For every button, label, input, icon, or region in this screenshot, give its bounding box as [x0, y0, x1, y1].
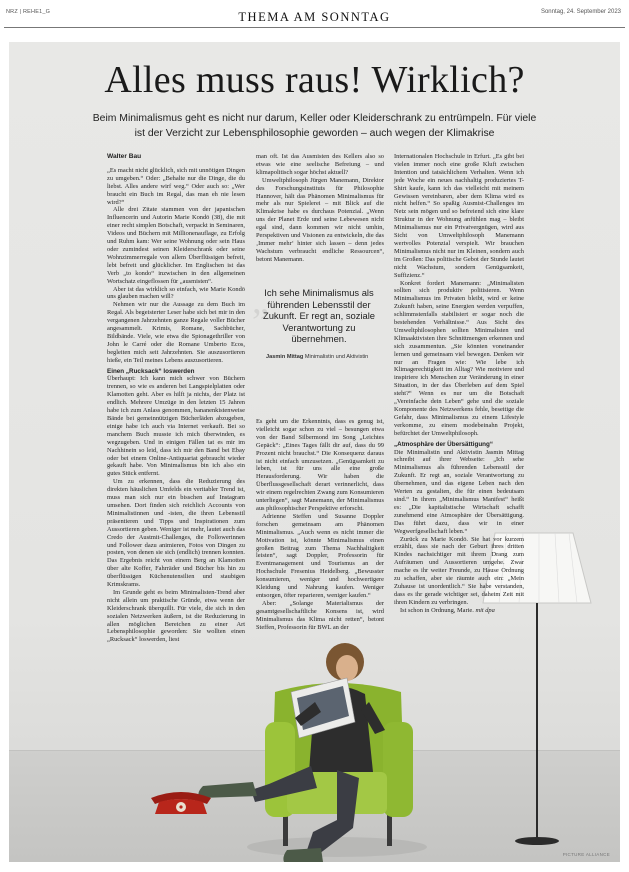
pull-quote-text: Ich sehe Minimalismus als führenden Lebensstil der Zukunft. Er regt an, soziale Verantwortung zu übernehmen.	[262, 287, 376, 344]
column-2-top	[256, 153, 384, 264]
section-title: THEMA AM SONNTAG	[238, 10, 391, 24]
red-telephone-illustration	[145, 784, 217, 816]
column-2-bottom	[256, 418, 384, 631]
paragraph: man oft. Ist das Ausmisten des Kellers also so etwas wie eine seelische Befreiung – und klimapolitisch sogar höchst aktuell?	[256, 153, 384, 176]
column-1	[107, 153, 245, 644]
article-subhead: Beim Minimalismus geht es nicht nur darum, Keller oder Kleiderschrank zu entrümpeln. Für viele ist der Verzicht zur Lebensphilosophie geworden – auch wegen der Klimakrise	[92, 113, 537, 139]
quote-person: Jasmin Mittag	[266, 353, 304, 360]
paragraph: Nehmen wir nur die Aussage zu dem Buch im Regal. Als begeisterter Leser habe sich bei mir in den vergangenen Jahrzehnten ganze Regale voller Bücher angesammelt. Krimis, Romane, Sachbücher, Bildbände. Viele, wie etwa die Spionagethriller von John le Carré oder die Romane Umberto Ecos, begleiten mich seit Jahrzehnten. Sie auszusortieren hieße, ein Teil meines Lebens auszusortieren.	[107, 301, 245, 364]
paragraph: Im Grunde geht es beim Minimalisten-Trend aber nicht allein um praktische Gründe, etwa wenn der Kleiderschrank überquillt. Für viele, die sich in den sozialen Netzwerken äußern, ist die Reduzierung in allen möglichen Bereichen zu einer Art Lebensphilosophie geworden: Sie wollten einen „Rucksack“ loswerden, liest	[107, 588, 245, 644]
paragraph: Internationalen Hochschule in Erfurt. „Es gibt bei vielen immer noch eine große Kluft zwischen Intention und tatsächlichem Verhalten. Wenn ich jede Woche ein neues nachhaltig produziertes T-Shirt kaufe, kann ich das vielleicht mit meinem Gewissen vereinbaren, aber dem Klima wird es nicht helfen.“ So spaßig Ausmist-Challenges im Netz sein mögen und so befreiend sich eine klare Struktur in der Wohnung anfühlen mag – bleibt Minimalismus nur ein Privatvergnügen, wird aus Sicht von Umweltphilosoph Manemann wertvolles Potenzial verspielt. Wir brauchen Minimalismus nicht nur im Kleinen, sondern auch im Großen: Das politische Gebot der Stunde lautet nicht Wachstum, sondern Genügsamkeit, Suffizienz.“	[394, 153, 524, 279]
paragraph: Konkret fordert Manemann: „Minimalisten sollten sich produktiv politisieren. Wenn Minimalismus im Privaten bleibt, wird er keine Zukunft haben, seine Energien werden verpuffen, schlimmstenfalls stabilisiert er sogar noch die bestehenden Verhältnisse.“ Aus Sicht des Umweltphilosophen sollten Minimalisten und Klimaaktivisten ihre Schnittmengen erkennen und sich zusammentun. „Sie könnten voneinander lernen und gemeinsam viel bewegen. Denken wir nur an Fragen wie: Wie lebe ich Klimagerechtigkeit im Alltag? Wie motiviere und inspiriere ich Menschen zur Veränderung in einer Situation, in der das Überleben auf dem Spiel steht?“ Wenn es nur um die Botschaft „Vereinfache dein Leben“ gehe und die soziale Komponente des Netzwerkens fehle, beseitige die Gefahr, dass Minimalismus zu einem Lifestyle verkomme, zu einem modebeinahn Projekt, befürchtet der Umweltphilosoph.	[394, 279, 524, 437]
author-byline: Walter Bau	[107, 153, 142, 160]
paragraph: „Es macht nicht glücklich, sich mit unnötigen Dingen zu umgeben.“ Oder: „Behalte nur die Dinge, die du liebst. Alles andere wirf weg.“ Oder auch so: „Wer braucht ein Buch im Regal, das man eh nie lesen wird?“	[107, 166, 245, 206]
subheading: „Atmosphäre der Übersättigung“	[394, 440, 494, 448]
paragraph: Aber: „Solange Materialismus der gesamtgesellschaftliche Konsens ist, wird Minimalismus das Klima nicht retten“, betont Steffen, Professorin für BWL an der	[256, 599, 384, 631]
issue-date: Sonntag, 24. September 2023	[540, 9, 621, 15]
paragraph: Alle drei Zitate stammen von der japanischen Influencerin und Autorin Marie Kondō (38), die mit einer recht simplen Botschaft, verpackt in Seminaren, Videos und Büchern mit Millionenauflage, zu Erfolg und Ruhm kam: Wer seine Wohnung oder sein Haus oder zumindest seinen Kleiderschrank oder seine Wohnzimmerregale von allem Überflüssigen befreit, lebt befreit und glücklicher. Im Englischen ist das Verb „to kondo“ inzwischen in den allgemeinen Wortschatz eingeflossen für „ausmisten“.	[107, 206, 245, 285]
paragraph	[394, 607, 524, 615]
signoff: mit dpa	[475, 606, 495, 614]
article-headline: Alles muss raus! Wirklich?	[104, 59, 525, 101]
paragraph: Aber ist das wirklich so einfach, wie Marie Kondō uns glauben machen will?	[107, 285, 245, 301]
paragraph: Die Minimalistin und Aktivistin Jasmin Mittag schreibt auf ihrer Webseite: „Ich sehe Minimalismus als führenden Lebensstil der Zukunft. Er regt an, soziale Verantwortung zu übernehmen, und das eigene Leben nach den Werten zu gestalten, die für einen bedeutsam sind.“ In ihrem „Minimalismus Manifest“ heißt es: „Die kapitalistische Wirtschaft schafft zunehmend eine Atmosphäre der Übersättigung. Das führt dazu, dass wir in einer Wegwerfgesellschaft leben.“	[394, 448, 524, 535]
page-header	[0, 0, 629, 28]
pull-quote-attribution	[258, 354, 380, 360]
paper-code: NRZ | REHE1_G	[6, 9, 51, 15]
subheading: Einen „Rucksack“ loswerden	[107, 367, 195, 375]
closing-line: Ist schon in Ordnung, Marie.	[400, 606, 474, 614]
paragraph: Umweltphilosoph Jürgen Manemann, Direktor des Forschungsinstituts für Philosophie Hannover, hält das Phänomen Minimalismus für mehr als nur Spielerei – mit Blick auf die Klimakrise habe es durchaus Potenzial. „Wenn uns der Planet Erde und seine Lebewesen nicht egal sind, dann kommen wir nicht umhin, Perspektiven und Visionen zu entwickeln, die das ‚Immer mehr‘ hinter sich lassen – denn jedes Wachstum verbraucht endliche Ressourcen“, betont Manemann.	[256, 176, 384, 263]
quote-mark-icon: „	[252, 280, 269, 322]
paragraph: Um zu erkennen, dass die Reduzierung des direkten häuslichen Umfelds ein veritabler Trend ist, muss man sich nur ein bisschen auf Instagram umsehen. Dort finden sich reichlich Accounts von Minimalistinnen und -isten, die ihren Lebensstil präsentieren und Tipps und Inspirationen zum Aussortieren geben. Weniger ist mehr, lautet auch das Credo der Austmit-Challenges, die Followerinnen und Follower dazu animieren, Fotos von Dingen zu posten, von denen sie sich (endlich) trennen konnten. Das Ergebnis reicht von einem Berg an Klamotten über alte Koffer, Fahrräder und Bücher bis hin zu überflüssigen Küchenutensilien und staubigen Krimskrams.	[107, 478, 245, 589]
column-3	[394, 153, 524, 615]
photo-credit: PICTURE ALLIANCE	[562, 852, 610, 857]
paragraph: Adrienne Steffen und Susanne Doppler forschen gemeinsam am Phänomen Minimalismus. „Auch wenn es nicht immer die Motivation ist, könnte Minimalismus einen großen Beitrag zum Thema Nachhaltigkeit leisten“, sagt Doppler, Professorin für Eventmanagement und Tourismus an der Hochschule Fresenius Heidelberg. „Bewusster konsumieren, weniger und hochwertigere Kleidung und Nahrung kaufen. Weniger entsorgen, öfter reparieren, weniger kaufen.“	[256, 512, 384, 599]
paragraph: Überhaupt: Ich kann mich schwer von Büchern trennen, so wie es anderen bei Langspielplatten oder Klamotten geht. Aber es hilft ja nichts, der Platz ist endlich. Mehrere Umzüge in den letzten 15 Jahren habe ich zum Anlass genommen, bananenkistenweise Bände bei gemeinnützigen Bücherläden abzugeben, einige habe ich auch via Internet verkauft. Bei so manchem Buch musste ich mich überwinden, es wegzugeben. Und in einigen Fällen tat es mir im Nachhinein so leid, dass ich mir den Band bei Ebay oder bei einem Online-Antiquariat gebraucht wieder gekauft habe. Von Minimalismus bin ich also ein gutes Stück entfernt.	[107, 375, 245, 478]
header-rule	[4, 27, 625, 28]
paragraph: Zurück zu Marie Kondō. Sie hat vor kurzem erzählt, dass sie nach der Geburt ihres dritten Kindes nachsichtiger mit ihrem Drang zum Aufräumen und Aussortieren umgehe. Zwar mache es ihr weiter Freunde, zu Hause Ordnung zu schaffen, aber sie räumte auch ein: „Mein Zuhause ist unordentlich.“ Sie habe verstanden, dass es ihr gerade wichtiger sei, daheim Zeit mit ihren Kindern zu verbringen.	[394, 535, 524, 606]
pull-quote	[252, 280, 380, 360]
paragraph: Es geht um die Erkenntnis, dass es genug ist, vielleicht sogar schon zu viel – besungen etwa von der Band Silbermond im Song „Leichtes Gepäck“: „Eines Tages fällt dir auf, dass du 99 Prozent nicht brauchst.“ Die Konsequenz daraus ist nicht einfach umzusetzen. „Genügsamkeit zu leben, ist für uns alle eine große Herausforderung. Wir haben die Überflussgesellschaft derart verinnerlicht, dass wir einem regelrechten Zwang zum Konsumieren unterliegen“, sagt Manemann, der Minimalismus aus philosophischer Perspektive erforscht.	[256, 418, 384, 512]
quote-role: Minimalistin und Aktivistin	[304, 353, 369, 360]
